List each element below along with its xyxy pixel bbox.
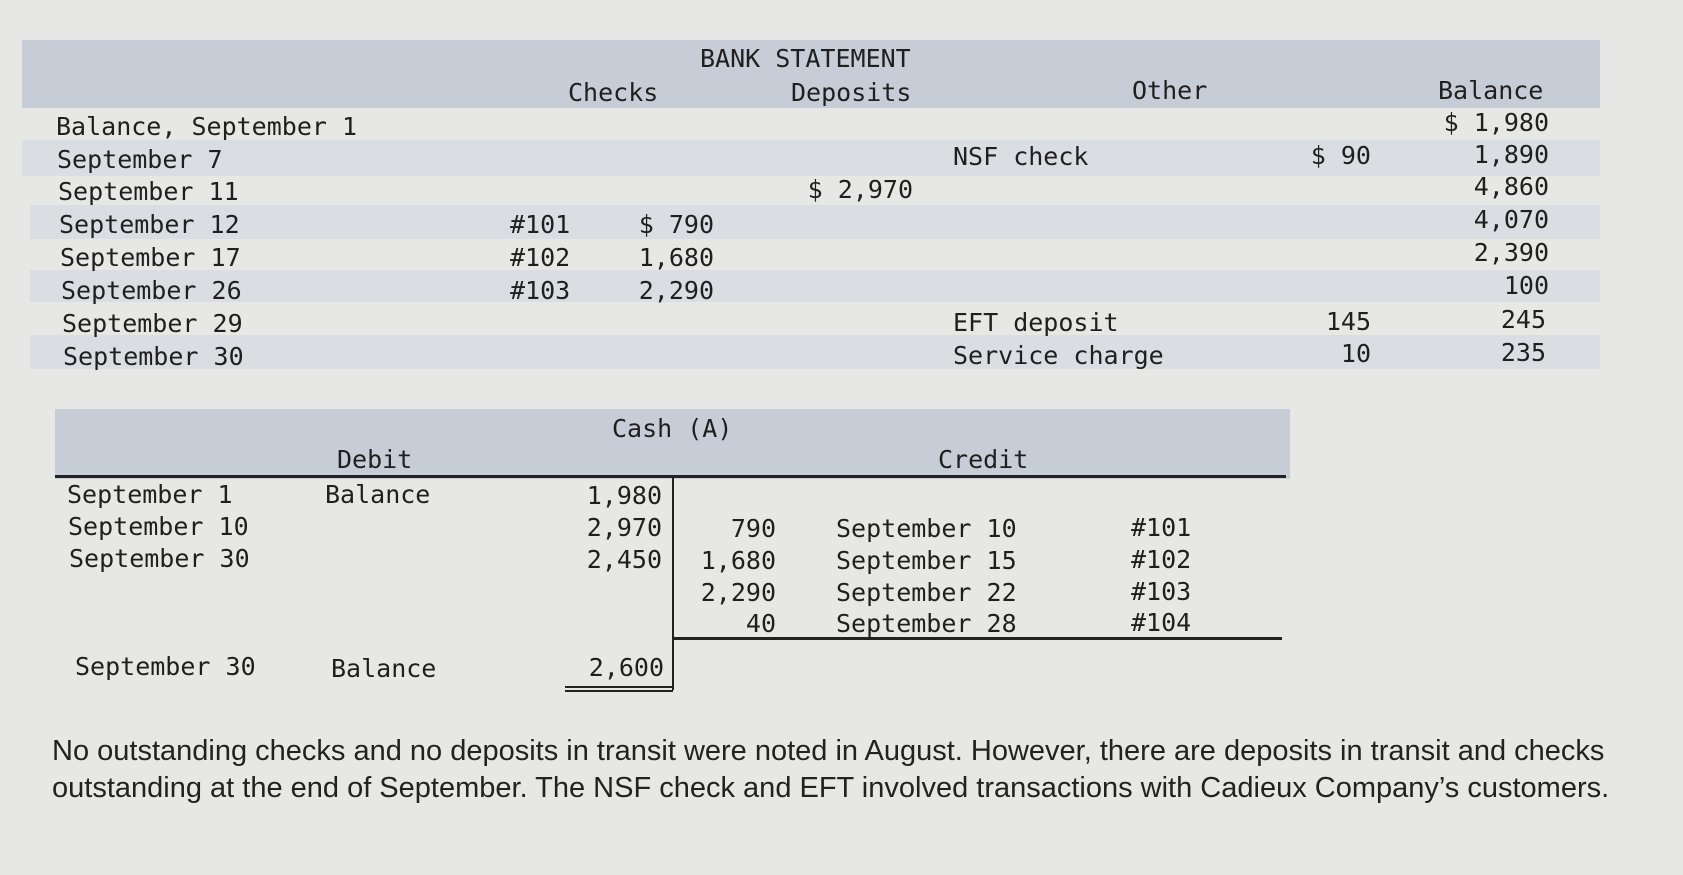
- debit-row-date: September 1: [67, 480, 233, 509]
- bank-row-balance: 2,390: [1473, 238, 1549, 267]
- credit-row-date: September 28: [836, 609, 1017, 638]
- bank-statement-title: BANK STATEMENT: [700, 44, 911, 73]
- ending-balance-date: September 30: [75, 652, 256, 681]
- debit-row-date: September 10: [68, 512, 249, 541]
- bank-row-check-no: #103: [510, 276, 571, 305]
- bank-row-date: September 30: [63, 342, 244, 371]
- credit-header: Credit: [938, 445, 1029, 474]
- cash-account-title: Cash (A): [612, 414, 733, 443]
- credit-row-amount: 40: [745, 609, 776, 638]
- t-account-top-rule: [55, 475, 1286, 478]
- bank-row-other-amt: $ 90: [1310, 141, 1371, 170]
- problem-note: No outstanding checks and no deposits in transit were noted in August. However, there are deposits in transit and checks outstanding at the end of September. The NSF check and EFT involved transactions with Cadieux Company’s customers.: [52, 735, 1610, 804]
- bank-row-other-amt: 145: [1325, 307, 1371, 336]
- credit-row-amount: 1,680: [700, 546, 776, 575]
- bank-row-balance: 100: [1503, 271, 1549, 300]
- bank-row-date: September 12: [59, 210, 240, 239]
- bank-row-balance: 245: [1500, 305, 1546, 334]
- bank-row-date: September 29: [62, 309, 243, 338]
- t-account-vertical-rule: [672, 478, 674, 690]
- bank-row-check-amt: 1,680: [638, 243, 714, 272]
- bank-row-balance: 4,860: [1473, 172, 1549, 201]
- checks-header: Checks: [568, 78, 659, 107]
- bank-row-date: September 7: [57, 145, 223, 174]
- debit-row-desc: Balance: [325, 480, 431, 509]
- balance-header: Balance: [1438, 76, 1544, 105]
- debit-row-amount: 2,970: [586, 513, 662, 542]
- bank-row-balance: 1,890: [1473, 140, 1549, 169]
- bank-row-balance: $ 1,980: [1443, 108, 1549, 137]
- ending-balance-underline: [565, 686, 673, 688]
- credit-row-amount: 790: [730, 514, 776, 543]
- bank-row-balance: 235: [1500, 338, 1546, 367]
- bank-row-other-amt: 10: [1340, 339, 1371, 368]
- bank-row-other-desc: Service charge: [953, 341, 1164, 370]
- bank-row-balance: 4,070: [1473, 205, 1549, 234]
- row-band: [30, 270, 1600, 302]
- bank-row-check-amt: $ 790: [638, 210, 714, 239]
- bank-row-check-amt: 2,290: [638, 276, 714, 305]
- credit-row-ref: #102: [1131, 545, 1192, 574]
- credit-row-ref: #104: [1131, 608, 1192, 637]
- ending-balance-underline: [565, 690, 673, 692]
- bank-row-other-desc: NSF check: [953, 142, 1089, 171]
- other-header: Other: [1132, 76, 1208, 105]
- bank-row-date: Balance, September 1: [56, 112, 358, 141]
- ending-balance-amount: 2,600: [588, 653, 664, 682]
- row-band: [30, 205, 1600, 239]
- bank-row-date: September 17: [60, 243, 241, 272]
- bank-row-check-no: #101: [510, 210, 571, 239]
- ending-balance-desc: Balance: [331, 654, 437, 683]
- credit-row-ref: #103: [1131, 577, 1192, 606]
- deposits-header: Deposits: [791, 78, 912, 107]
- debit-header: Debit: [337, 445, 413, 474]
- credit-row-ref: #101: [1131, 513, 1192, 542]
- credit-row-amount: 2,290: [700, 578, 776, 607]
- bank-row-date: September 11: [58, 177, 239, 206]
- debit-row-date: September 30: [69, 544, 250, 573]
- credit-row-date: September 22: [836, 578, 1017, 607]
- credit-row-date: September 15: [836, 546, 1017, 575]
- credit-row-date: September 10: [836, 514, 1017, 543]
- debit-row-amount: 1,980: [586, 481, 662, 510]
- bank-row-deposit: $ 2,970: [807, 175, 913, 204]
- debit-row-amount: 2,450: [586, 545, 662, 574]
- bank-row-date: September 26: [61, 276, 242, 305]
- bank-row-other-desc: EFT deposit: [953, 308, 1119, 337]
- bank-row-check-no: #102: [510, 243, 571, 272]
